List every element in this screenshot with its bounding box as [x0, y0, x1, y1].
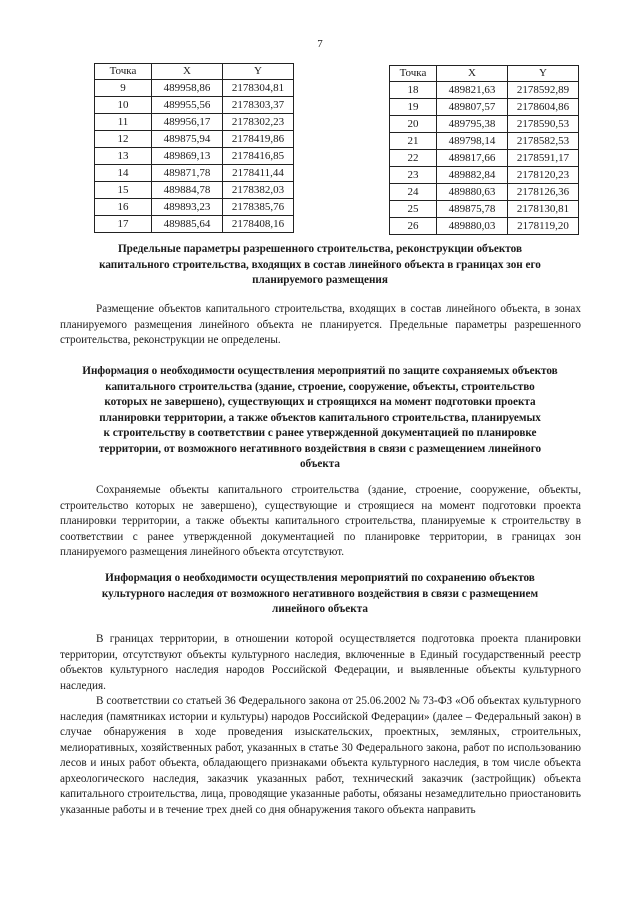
- section-heading-cultural-heritage: [60, 571, 580, 618]
- cell-y: 2178411,44: [223, 165, 294, 182]
- cell-x: 489956,17: [152, 114, 223, 131]
- cell-x: 489885,64: [152, 216, 223, 233]
- heading-line: планировки территории, а также объектов капитального строительства, планируемых: [99, 411, 541, 424]
- cell-point: 16: [95, 199, 152, 216]
- table-row: [95, 131, 294, 148]
- table-header-row: [95, 64, 294, 80]
- table-row: [95, 97, 294, 114]
- cell-x: 489795,38: [437, 116, 508, 133]
- table-row: [390, 150, 579, 167]
- paragraph-text: Размещение объектов капитального строительства, входящих в состав линейного объекта, в зонах планируемого размещения линейного объекта не планируется. Предельные параметры разрешенного строительства, реконструкции не определены.: [60, 303, 581, 346]
- cell-x: 489893,23: [152, 199, 223, 216]
- cell-point: 25: [390, 201, 437, 218]
- cell-x: 489880,03: [437, 218, 508, 235]
- cell-x: 489869,13: [152, 148, 223, 165]
- cell-x: 489807,57: [437, 99, 508, 116]
- section-heading-protection-measures: [60, 364, 580, 473]
- paragraph-federal-law: [60, 694, 581, 818]
- cell-point: 23: [390, 167, 437, 184]
- column-header-point: Точка: [390, 66, 437, 82]
- cell-x: 489875,78: [437, 201, 508, 218]
- paragraph-text: В границах территории, в отношении которой осуществляется подготовка проекта планировки территории, отсутствуют объекты культурного наследия, включенные в Единый государственный реестр объектов культурного наследия народов Российской Федерации, и выявленные объекты культурного наследия.: [60, 633, 581, 692]
- table-row: [95, 114, 294, 131]
- cell-point: 10: [95, 97, 152, 114]
- table-row: [390, 99, 579, 116]
- coordinates-table-left: [94, 63, 294, 233]
- cell-y: 2178303,37: [223, 97, 294, 114]
- cell-x: 489821,63: [437, 82, 508, 99]
- heading-line: территории, от возможного негативного воздействия в связи с размещением линейного: [98, 442, 542, 455]
- cell-x: 489875,94: [152, 131, 223, 148]
- cell-y: 2178416,85: [223, 148, 294, 165]
- cell-y: 2178382,03: [223, 182, 294, 199]
- cell-y: 2178385,76: [223, 199, 294, 216]
- table-row: [390, 167, 579, 184]
- heading-line: к строительству в соответствии с ранее утвержденной документацией по планировке: [103, 427, 537, 439]
- column-header-y: Y: [223, 64, 294, 80]
- cell-point: 18: [390, 82, 437, 99]
- cell-point: 26: [390, 218, 437, 235]
- cell-y: 2178120,23: [508, 167, 579, 184]
- table-row: [390, 218, 579, 235]
- cell-y: 2178130,81: [508, 201, 579, 218]
- column-header-x: X: [437, 66, 508, 82]
- table-row: [390, 116, 579, 133]
- cell-point: 15: [95, 182, 152, 199]
- cell-y: 2178590,53: [508, 116, 579, 133]
- cell-x: 489884,78: [152, 182, 223, 199]
- heading-line: объекта: [299, 458, 341, 470]
- column-header-point: Точка: [95, 64, 152, 80]
- cell-x: 489958,86: [152, 80, 223, 97]
- cell-point: 21: [390, 133, 437, 150]
- cell-point: 11: [95, 114, 152, 131]
- table-row: [390, 133, 579, 150]
- cell-y: 2178119,20: [508, 218, 579, 235]
- cell-x: 489817,66: [437, 150, 508, 167]
- column-header-x: X: [152, 64, 223, 80]
- heading-line: которых не завершено), существующих и строящихся на момент подготовки проекта: [104, 396, 536, 408]
- paragraph-text: Сохраняемые объекты капитального строительства (здание, строение, сооружение, объекты, строительство которых не завершено), существующие и строящиеся на момент подготовки проекта планировки территории, а также объекты капитального строительства, планируемые к строительству в соответствии с ранее утвержденной документацией по планировке территории, в границах зон планируемого размещения линейного объекта отсутствуют.: [60, 484, 581, 558]
- heading-line: линейного объекта: [272, 603, 368, 615]
- heading-line: культурного наследия от возможного негативного воздействия в связи с размещением: [101, 587, 539, 600]
- paragraph-cultural-heritage-absence: [60, 632, 581, 694]
- cell-y: 2178582,53: [508, 133, 579, 150]
- table-header-row: [390, 66, 579, 82]
- table-row: [95, 165, 294, 182]
- paragraph-building-parameters: [60, 302, 581, 349]
- paragraph-protection-measures: [60, 483, 581, 561]
- table-row: [95, 182, 294, 199]
- heading-line: Предельные параметры разрешенного строительства, реконструкции объектов: [117, 243, 523, 255]
- coordinates-table-right: [389, 65, 579, 235]
- cell-point: 17: [95, 216, 152, 233]
- cell-y: 2178419,86: [223, 131, 294, 148]
- cell-y: 2178126,36: [508, 184, 579, 201]
- table-row: [95, 148, 294, 165]
- cell-point: 13: [95, 148, 152, 165]
- table-row: [95, 216, 294, 233]
- table-row: [95, 80, 294, 97]
- cell-y: 2178592,89: [508, 82, 579, 99]
- cell-y: 2178604,86: [508, 99, 579, 116]
- cell-x: 489955,56: [152, 97, 223, 114]
- table-row: [390, 201, 579, 218]
- cell-point: 22: [390, 150, 437, 167]
- heading-line: капитального строительства (здание, строение, сооружение, объекты, строительство: [105, 380, 535, 393]
- heading-line: планируемого размещения: [252, 274, 388, 286]
- heading-line: капитального строительства, входящих в состав линейного объекта в границах зон его: [99, 258, 541, 271]
- cell-y: 2178591,17: [508, 150, 579, 167]
- cell-y: 2178408,16: [223, 216, 294, 233]
- cell-x: 489882,84: [437, 167, 508, 184]
- cell-point: 14: [95, 165, 152, 182]
- column-header-y: Y: [508, 66, 579, 82]
- cell-x: 489880,63: [437, 184, 508, 201]
- paragraph-text: В соответствии со статьей 36 Федерального закона от 25.06.2002 № 73-ФЗ «Об объектах культурного наследия (памятниках истории и культуры) народов Российской Федерации» (далее – Федеральный закон) в случае обнаружения в ходе проведения изыскательских, проектных, земляных, строительных, мелиоративных, хозяйственных работ, указанных в статье 30 Федерального закона, работ по использованию лесов и иных работ объекта, обладающего признаками объекта культурного наследия, в том числе объекта археологического наследия, заказчик указанных работ, технический заказчик (застройщик) объекта капитального строительства, лица, проводящие указанные работы, обязаны незамедлительно приостановить указанные работы и в течение трех дней со дня обнаружения такого объекта направить: [60, 695, 581, 816]
- cell-point: 19: [390, 99, 437, 116]
- table-row: [95, 199, 294, 216]
- cell-y: 2178304,81: [223, 80, 294, 97]
- heading-line: Информация о необходимости осуществления мероприятий по защите сохраняемых объектов: [82, 365, 558, 377]
- cell-point: 12: [95, 131, 152, 148]
- cell-point: 24: [390, 184, 437, 201]
- cell-point: 9: [95, 80, 152, 97]
- cell-x: 489871,78: [152, 165, 223, 182]
- page-number: 7: [317, 38, 323, 50]
- cell-point: 20: [390, 116, 437, 133]
- cell-y: 2178302,23: [223, 114, 294, 131]
- table-row: [390, 184, 579, 201]
- cell-x: 489798,14: [437, 133, 508, 150]
- table-row: [390, 82, 579, 99]
- heading-line: Информация о необходимости осуществления мероприятий по сохранению объектов: [105, 572, 535, 584]
- section-heading-building-parameters: [60, 242, 580, 289]
